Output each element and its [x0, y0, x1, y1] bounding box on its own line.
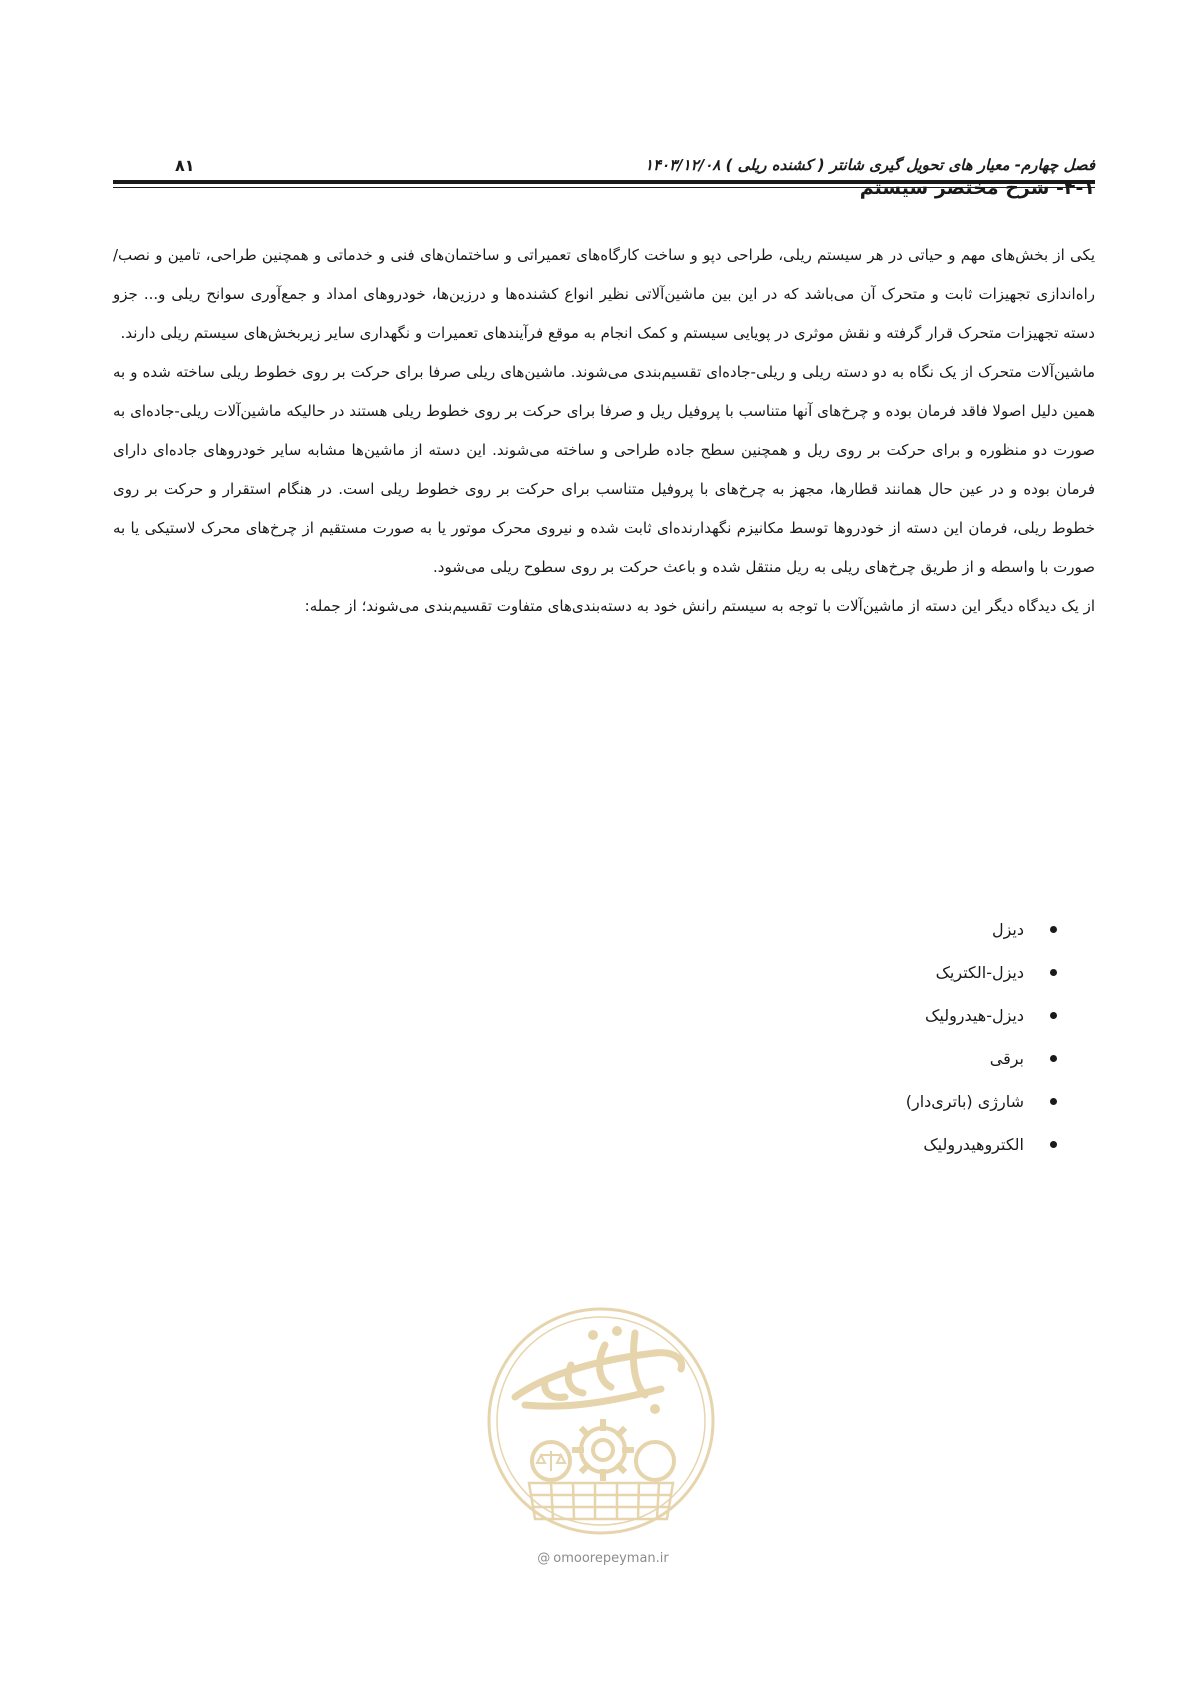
body-text: [113, 236, 1095, 626]
paragraph: از یک دیدگاه دیگر این دسته از ماشین‌آلات با توجه به سیستم رانش خود به دسته‌بندی‌های متفاوت تقسیم‌بندی می‌شوند؛ از جمله:: [304, 597, 1095, 615]
list-item-label: شارژی (باتری‌دار): [905, 1092, 1024, 1111]
list-item: [906, 1123, 1095, 1166]
list-item: [906, 1080, 1095, 1123]
bullet-icon: [1050, 969, 1057, 976]
bullet-icon: [1050, 1098, 1057, 1105]
bullet-icon: [1050, 1012, 1057, 1019]
paragraph: ماشین‌آلات متحرک از یک نگاه به دو دسته ریلی و ریلی-جاده‌ای تقسیم‌بندی می‌شوند. ماشین‌های ریلی صرفا برای حرکت بر روی خطوط ریلی ساخته شده و به همین دلیل اصولا فاقد فرمان بوده و چرخ‌های آنها متناسب با پروفیل ریل و صرفا برای حرکت بر روی خطوط ریلی هستند در حالیکه ماشین‌آلات ریلی-جاده‌ای به صورت دو منظوره و برای حرکت بر روی ریل و همچنین سطح جاده طراحی و ساخته می‌شوند. این دسته از ماشین‌ها مشابه سایر خودروهای جاده‌ای دارای فرمان بوده و در عین حال همانند قطارها، مجهز به چرخ‌های با پروفیل متناسب برای حرکت بر روی خطوط ریلی است. در هنگام استقرار و حرکت بر روی خطوط ریلی، فرمان این دسته از خودروها توسط مکانیزم نگهدارنده‌ای ثابت شده و نیروی محرک موتور یا به صورت مستقیم از چرخ‌های محرک لاستیکی یا به صورت با واسطه و از طریق چرخ‌های ریلی به ریل منتقل شده و باعث حرکت بر روی سطوح ریلی می‌شود.: [113, 363, 1095, 576]
bullet-icon: [1050, 1055, 1057, 1062]
website-url-text: omoorepeyman.ir: [553, 1551, 669, 1566]
watermark-logo-icon: [485, 1305, 717, 1537]
list-item: [906, 908, 1095, 951]
website-url: [498, 1551, 708, 1566]
list-item: [906, 1037, 1095, 1080]
list-item: [906, 994, 1095, 1037]
section-title: ۴-۱- شرح مختصر سیستم: [859, 177, 1095, 199]
list-item-label: الکتروهیدرولیک: [923, 1135, 1024, 1154]
list-item-label: برقی: [989, 1049, 1024, 1068]
bullet-icon: [1050, 1141, 1057, 1148]
list-item-label: دیزل-هیدرولیک: [925, 1006, 1024, 1025]
bullet-icon: [1050, 926, 1057, 933]
propulsion-type-list: [906, 908, 1095, 1166]
list-item: [906, 951, 1095, 994]
list-item-label: دیزل-الکتریک: [935, 963, 1024, 982]
page-number: ۸۱: [175, 155, 195, 175]
chapter-header-title: فصل چهارم- معیار های تحویل گیری شانتر ( کشنده ریلی ) ۱۴۰۳/۱۲/۰۸: [644, 156, 1095, 174]
paragraph: یکی از بخش‌های مهم و حیاتی در هر سیستم ریلی، طراحی دپو و ساخت کارگاه‌های تعمیراتی و ساختمان‌های فنی و خدماتی و همچنین طراحی، تامین و نصب/ راه‌اندازی تجهیزات ثابت و متحرک آن می‌باشد که در این بین ماشین‌آلاتی نظیر انواع کشنده‌ها و درزین‌ها، خودروهای امداد و جمع‌آوری سوانح ریلی و... جزو دسته تجهیزات متحرک قرار گرفته و نقش موثری در پویایی سیستم و کمک انجام به موقع فرآیندهای تعمیرات و نگهداری سایر زیربخش‌های سیستم ریلی دارند.: [113, 246, 1095, 342]
at-icon: @: [537, 1551, 551, 1566]
list-item-label: دیزل: [991, 920, 1024, 939]
